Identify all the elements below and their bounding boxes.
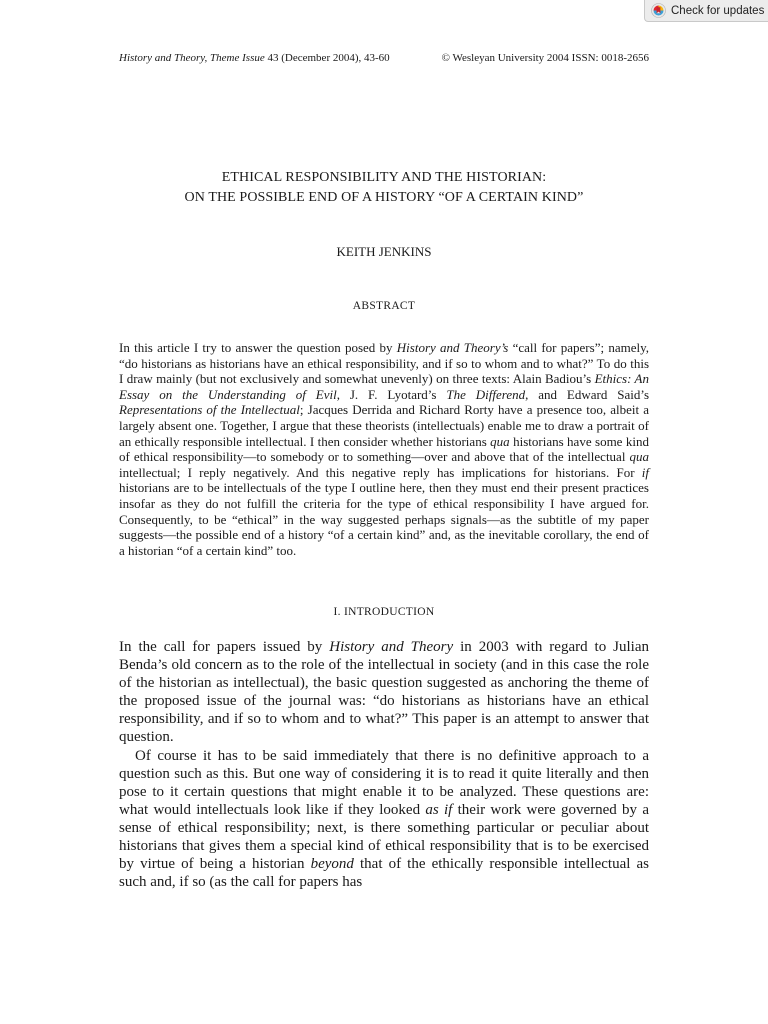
abstract-italic: Representations of the Intellectual — [119, 402, 300, 418]
abstract-italic: qua — [490, 433, 510, 449]
text-segment: in 2003 with regard to Julian Benda’s old concern as to the role of the intellectual in society (and in this case the role of the historian as intellectual), the basic question suggested as anchoring the theme of the proposed issue of the journal was: “do historians as historians have an ethical responsibility, and if so to whom and to what?” This paper is an attempt to answer that question. — [119, 639, 650, 746]
paragraph — [119, 638, 649, 747]
italic-segment: History and Theory — [329, 639, 454, 655]
title-line-1: ETHICAL RESPONSIBILITY AND THE HISTORIAN: — [221, 170, 547, 185]
abstract-segment: In this article I try to answer the question posed by — [119, 340, 397, 355]
article-title — [0, 168, 768, 208]
abstract-segment: historians have some kind of ethical responsibility—to somebody or to something—over and above that of the intellectual — [119, 433, 649, 465]
abstract-heading: ABSTRACT — [352, 300, 416, 312]
abstract-italic: History and Theory’s — [396, 340, 509, 355]
issue-citation: 43 (December 2004), 43-60 — [264, 52, 390, 64]
abstract-segment: , J. F. Lyotard’s — [336, 386, 447, 402]
title-line-2: ON THE POSSIBLE END OF A HISTORY “OF A CERTAIN KIND” — [184, 190, 584, 205]
running-header — [119, 52, 649, 64]
abstract-italic: Ethics: An Essay on the Understanding of Evil — [119, 371, 649, 402]
introduction-heading: I. INTRODUCTION — [333, 606, 435, 618]
abstract-segment: , and Edward Said’s — [525, 386, 650, 402]
text-segment: Of course it has to be said immediately that there is no definitive approach to a question such as this. But one way of considering it is to read it quite literally and then pose to it certain questions that might enable it to be analyzed. These questions are: what would intellectuals look like if they looked — [119, 747, 649, 818]
author-name: KEITH JENKINS — [336, 244, 432, 259]
journal-name: History and Theory, Theme Issue — [119, 52, 265, 64]
italic-segment: as if — [425, 801, 453, 818]
abstract-segment: historians are to be intellectuals of the type I outline here, then they must end their present practices insofar as they do not fulfill the criteria for the type of ethical responsibility I have argued for. Consequently, to be “ethical” in the way suggested perhaps signals—as the subtitle of my paper suggests—the possible end of a history “of a certain kind” and, as the inevitable corollary, the end of a historian “of a certain kind” too. — [119, 480, 649, 558]
check-for-updates-label: Check for updates — [671, 4, 765, 17]
italic-segment: beyond — [310, 856, 354, 873]
copyright-notice: © Wesleyan University 2004 ISSN: 0018-2656 — [441, 52, 649, 64]
abstract-segment: “call for papers”; namely, “do historians as historians have an ethical responsibility, and if so to whom and to what?” To do this I draw mainly (but not exclusively and somewhat unevenly) on three texts: Alain Badiou’s — [119, 340, 649, 387]
paragraph — [119, 747, 649, 892]
abstract-segment: ; Jacques Derrida and Richard Rorty have a presence too, albeit a largely absent one. Together, I argue that these theorists (intellectuals) enable me to draw a portrait of an ethically responsible intellectual. I then consider whether historians — [119, 402, 649, 449]
introduction-body — [119, 638, 649, 891]
abstract-italic: qua — [629, 449, 649, 465]
abstract-text — [119, 340, 649, 558]
check-for-updates-button[interactable] — [644, 0, 768, 22]
journal-citation — [119, 52, 390, 64]
crossmark-icon — [651, 3, 666, 18]
abstract-segment: intellectual; I reply negatively. And this negative reply has implications for historians. For — [119, 464, 642, 480]
text-segment: In the call for papers issued by — [119, 639, 330, 655]
text-segment: their work were governed by a sense of ethical responsibility; next, is there something particular or peculiar about historians that gives them a special kind of ethical responsibility that is to be exercised by virtue of being a historian — [119, 801, 649, 873]
abstract-italic: if — [641, 464, 649, 480]
text-segment: that of the ethically responsible intellectual as such and, if so (as the call for papers has — [119, 856, 649, 891]
abstract-italic: The Differend — [446, 386, 526, 402]
